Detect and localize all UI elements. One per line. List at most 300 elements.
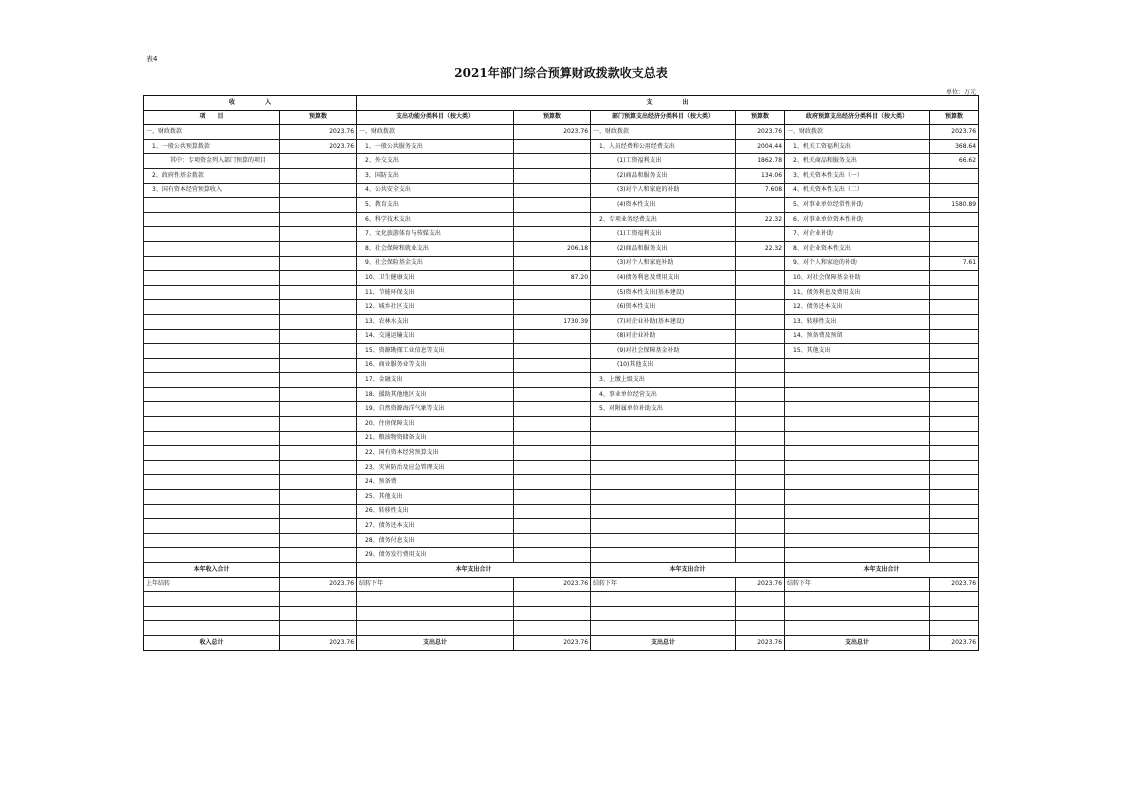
budget-value-cell: 2023.76: [514, 125, 591, 140]
table-row: [144, 402, 979, 417]
income-subtotal-label: 本年收入合计: [144, 563, 280, 578]
table-cell: [591, 621, 736, 636]
item-label-cell: [591, 548, 736, 563]
item-label-cell: 4、机关资本性支出（二）: [785, 183, 930, 198]
budget-value-cell: [280, 533, 357, 548]
table-cell: [514, 621, 591, 636]
item-label-cell: 4、公共安全支出: [357, 183, 514, 198]
item-label-cell: [144, 548, 280, 563]
budget-value-cell: [736, 285, 785, 300]
table-row: [144, 460, 979, 475]
budget-value-cell: [514, 387, 591, 402]
carry-value: 2023.76: [280, 577, 357, 592]
total-row: [144, 635, 979, 650]
item-label-cell: 一、财政拨款: [591, 125, 736, 140]
item-label-cell: 20、住房保障支出: [357, 417, 514, 432]
col-header-budget: 预算数: [280, 110, 357, 125]
budget-value-cell: 2023.76: [280, 139, 357, 154]
budget-value-cell: [514, 358, 591, 373]
item-label-cell: [785, 387, 930, 402]
expense-subtotal-label: 本年支出合计: [591, 563, 785, 578]
item-label-cell: [144, 344, 280, 359]
budget-value-cell: [736, 446, 785, 461]
budget-value-cell: [736, 417, 785, 432]
item-label-cell: [144, 460, 280, 475]
item-label-cell: (7)对企业补助(基本建设): [591, 314, 736, 329]
budget-value-cell: [280, 417, 357, 432]
table-row: [144, 256, 979, 271]
table-cell: [357, 621, 514, 636]
table-cell: [785, 621, 930, 636]
budget-value-cell: [514, 139, 591, 154]
table-row: [144, 271, 979, 286]
col-header-gov-econ: 政府预算支出经济分类科目（按大类）: [785, 110, 930, 125]
table-row: [144, 373, 979, 388]
budget-value-cell: [736, 358, 785, 373]
item-label-cell: 23、灾害防治及应急管理支出: [357, 460, 514, 475]
item-label-cell: 5、教育支出: [357, 198, 514, 213]
item-label-cell: 17、金融支出: [357, 373, 514, 388]
budget-value-cell: [280, 504, 357, 519]
item-label-cell: 10、对社会保障基金补助: [785, 271, 930, 286]
expense-total-label: 支出总计: [357, 635, 514, 650]
budget-value-cell: [930, 212, 979, 227]
table-cell: [930, 606, 979, 621]
budget-value-cell: [514, 285, 591, 300]
table-cell: [736, 621, 785, 636]
budget-value-cell: [930, 285, 979, 300]
budget-value-cell: [280, 300, 357, 315]
item-label-cell: [144, 227, 280, 242]
budget-value-cell: [930, 329, 979, 344]
budget-value-cell: [280, 446, 357, 461]
item-label-cell: [591, 504, 736, 519]
table-row: [144, 446, 979, 461]
item-label-cell: (10)其他支出: [591, 358, 736, 373]
table-row: [144, 314, 979, 329]
budget-value-cell: [930, 271, 979, 286]
item-label-cell: 9、社会保险基金支出: [357, 256, 514, 271]
budget-value-cell: 22.32: [736, 241, 785, 256]
budget-value-cell: [280, 431, 357, 446]
item-label-cell: [785, 417, 930, 432]
budget-value-cell: 1730.39: [514, 314, 591, 329]
item-label-cell: 12、城乡社区支出: [357, 300, 514, 315]
item-label-cell: 一、财政拨款: [144, 125, 280, 140]
item-label-cell: 24、预备费: [357, 475, 514, 490]
item-label-cell: (2)商品和服务支出: [591, 168, 736, 183]
item-label-cell: 7、对企业补助: [785, 227, 930, 242]
budget-value-cell: [514, 417, 591, 432]
income-total-value: 2023.76: [280, 635, 357, 650]
budget-value-cell: [514, 446, 591, 461]
budget-value-cell: [514, 344, 591, 359]
item-label-cell: (1)工资福利支出: [591, 154, 736, 169]
income-total-label: 收入总计: [144, 635, 280, 650]
budget-value-cell: [736, 533, 785, 548]
table-cell: [736, 606, 785, 621]
budget-value-cell: [736, 227, 785, 242]
table-cell: [785, 592, 930, 607]
budget-value-cell: [514, 402, 591, 417]
item-label-cell: 9、对个人和家庭的补助: [785, 256, 930, 271]
table-number: 表4: [146, 55, 158, 63]
expense-total-value: 2023.76: [514, 635, 591, 650]
table-cell: [514, 606, 591, 621]
budget-value-cell: [930, 183, 979, 198]
table-row: [144, 329, 979, 344]
table-row: [144, 519, 979, 534]
expense-total-value: 2023.76: [736, 635, 785, 650]
table-row: [144, 154, 979, 169]
item-label-cell: [144, 358, 280, 373]
budget-value-cell: [280, 519, 357, 534]
budget-value-cell: [930, 300, 979, 315]
item-label-cell: 2、机关商品和服务支出: [785, 154, 930, 169]
budget-value-cell: 22.32: [736, 212, 785, 227]
item-label-cell: (4)债务利息及费用支出: [591, 271, 736, 286]
carry-label: 结转下年: [357, 577, 514, 592]
item-label-cell: [785, 431, 930, 446]
item-label-cell: [144, 212, 280, 227]
item-label-cell: 3、国防支出: [357, 168, 514, 183]
budget-value-cell: [280, 329, 357, 344]
item-label-cell: [144, 533, 280, 548]
budget-value-cell: [280, 198, 357, 213]
budget-value-cell: [514, 227, 591, 242]
table-row: [144, 533, 979, 548]
table-row: [144, 125, 979, 140]
budget-value-cell: [514, 490, 591, 505]
budget-value-cell: 2023.76: [736, 125, 785, 140]
item-label-cell: 10、卫生健康支出: [357, 271, 514, 286]
budget-value-cell: [280, 548, 357, 563]
item-label-cell: (4)资本性支出: [591, 198, 736, 213]
table-cell: [280, 563, 357, 578]
item-label-cell: 1、一般公共预算拨款: [144, 139, 280, 154]
table-row: [144, 183, 979, 198]
budget-value-cell: 87.20: [514, 271, 591, 286]
table-row: [144, 300, 979, 315]
item-label-cell: 一、财政拨款: [785, 125, 930, 140]
item-label-cell: [144, 431, 280, 446]
budget-value-cell: [930, 168, 979, 183]
item-label-cell: [144, 329, 280, 344]
budget-value-cell: [280, 373, 357, 388]
item-label-cell: 26、转移性支出: [357, 504, 514, 519]
budget-value-cell: [514, 504, 591, 519]
item-label-cell: 21、粮油物资储备支出: [357, 431, 514, 446]
item-label-cell: [144, 475, 280, 490]
budget-value-cell: [736, 271, 785, 286]
table-cell: [785, 606, 930, 621]
table-row: [144, 212, 979, 227]
expense-subtotal-label: 本年支出合计: [357, 563, 591, 578]
item-label-cell: 2、政府性基金拨款: [144, 168, 280, 183]
item-label-cell: [144, 285, 280, 300]
budget-value-cell: [280, 475, 357, 490]
empty-row: [144, 592, 979, 607]
col-header-budget: 预算数: [930, 110, 979, 125]
budget-value-cell: [514, 300, 591, 315]
budget-value-cell: [930, 519, 979, 534]
item-label-cell: 8、社会保障和就业支出: [357, 241, 514, 256]
budget-value-cell: 206.18: [514, 241, 591, 256]
item-label-cell: 8、对企业资本性支出: [785, 241, 930, 256]
item-label-cell: [591, 519, 736, 534]
budget-value-cell: [930, 548, 979, 563]
budget-value-cell: [930, 431, 979, 446]
budget-value-cell: [280, 168, 357, 183]
item-label-cell: [144, 387, 280, 402]
budget-value-cell: [736, 256, 785, 271]
item-label-cell: [144, 402, 280, 417]
carry-label: 结转下年: [591, 577, 736, 592]
table-row: [144, 139, 979, 154]
empty-row: [144, 606, 979, 621]
table-row: [144, 198, 979, 213]
expense-total-label: 支出总计: [591, 635, 736, 650]
item-label-cell: [785, 548, 930, 563]
budget-value-cell: [736, 402, 785, 417]
table-row: [144, 227, 979, 242]
table-cell: [591, 592, 736, 607]
budget-value-cell: [514, 212, 591, 227]
budget-value-cell: [930, 490, 979, 505]
budget-value-cell: [930, 504, 979, 519]
budget-value-cell: [930, 475, 979, 490]
budget-value-cell: 2004.44: [736, 139, 785, 154]
budget-value-cell: [514, 168, 591, 183]
table-row: [144, 285, 979, 300]
empty-row: [144, 621, 979, 636]
budget-value-cell: 134.06: [736, 168, 785, 183]
col-header-budget: 预算数: [514, 110, 591, 125]
budget-value-cell: [514, 183, 591, 198]
item-label-cell: (3)对个人和家庭的补助: [591, 183, 736, 198]
budget-value-cell: [280, 490, 357, 505]
item-label-cell: 4、事业单位经营支出: [591, 387, 736, 402]
item-label-cell: 5、对附属单位补助支出: [591, 402, 736, 417]
item-label-cell: 其中：专项资金列入部门预算的项目: [144, 154, 280, 169]
item-label-cell: 29、债务发行费用支出: [357, 548, 514, 563]
budget-value-cell: [514, 460, 591, 475]
budget-value-cell: [736, 519, 785, 534]
carry-value: 2023.76: [736, 577, 785, 592]
budget-value-cell: [736, 344, 785, 359]
budget-value-cell: [280, 183, 357, 198]
budget-value-cell: [514, 154, 591, 169]
budget-value-cell: [514, 431, 591, 446]
budget-value-cell: [930, 533, 979, 548]
unit-label: 单位：万元: [945, 89, 976, 96]
table-cell: [514, 592, 591, 607]
item-label-cell: 28、债务付息支出: [357, 533, 514, 548]
item-label-cell: (9)对社会保障基金补助: [591, 344, 736, 359]
budget-value-cell: [736, 504, 785, 519]
table-cell: [357, 606, 514, 621]
table-cell: [591, 606, 736, 621]
budget-value-cell: [930, 460, 979, 475]
item-label-cell: [144, 198, 280, 213]
budget-value-cell: [280, 227, 357, 242]
table-cell: [930, 592, 979, 607]
item-label-cell: (3)对个人和家庭补助: [591, 256, 736, 271]
budget-value-cell: [280, 460, 357, 475]
item-label-cell: 3、机关资本性支出（一）: [785, 168, 930, 183]
item-label-cell: 25、其他支出: [357, 490, 514, 505]
item-label-cell: 19、自然资源海洋气象等支出: [357, 402, 514, 417]
budget-value-cell: [514, 548, 591, 563]
col-header-dept-econ: 部门预算支出经济分类科目（按大类）: [591, 110, 736, 125]
budget-value-cell: [280, 402, 357, 417]
carry-value: 2023.76: [930, 577, 979, 592]
budget-value-cell: [514, 329, 591, 344]
item-label-cell: [591, 475, 736, 490]
item-label-cell: (6)资本性支出: [591, 300, 736, 315]
item-label-cell: 27、债务还本支出: [357, 519, 514, 534]
table-cell: [280, 592, 357, 607]
item-label-cell: [144, 417, 280, 432]
item-label-cell: [591, 533, 736, 548]
budget-value-cell: [514, 519, 591, 534]
budget-value-cell: [736, 329, 785, 344]
budget-value-cell: [280, 154, 357, 169]
budget-value-cell: [930, 344, 979, 359]
budget-value-cell: [930, 227, 979, 242]
item-label-cell: [785, 475, 930, 490]
budget-value-cell: 1580.89: [930, 198, 979, 213]
budget-value-cell: [280, 285, 357, 300]
carry-value: 2023.76: [514, 577, 591, 592]
table-cell: [144, 592, 280, 607]
header-row-columns: [144, 110, 979, 125]
carry-label: 上年结转: [144, 577, 280, 592]
budget-value-cell: [736, 300, 785, 315]
item-label-cell: (8)对企业补助: [591, 329, 736, 344]
expense-total-value: 2023.76: [930, 635, 979, 650]
budget-value-cell: [280, 256, 357, 271]
budget-value-cell: 2023.76: [280, 125, 357, 140]
item-label-cell: 13、转移性支出: [785, 314, 930, 329]
budget-value-cell: [736, 490, 785, 505]
item-label-cell: 7、文化旅游体育与传媒支出: [357, 227, 514, 242]
item-label-cell: [785, 519, 930, 534]
budget-value-cell: [280, 344, 357, 359]
budget-value-cell: [930, 446, 979, 461]
item-label-cell: (1)工资福利支出: [591, 227, 736, 242]
table-row: [144, 241, 979, 256]
table-cell: [280, 606, 357, 621]
item-label-cell: 3、国有资本经营预算收入: [144, 183, 280, 198]
item-label-cell: [591, 446, 736, 461]
item-label-cell: 15、其他支出: [785, 344, 930, 359]
budget-value-cell: [736, 314, 785, 329]
item-label-cell: 5、对事业单位经常性补助: [785, 198, 930, 213]
table-cell: [144, 621, 280, 636]
income-section-header: 收 入: [144, 96, 357, 111]
item-label-cell: 2、专项业务经费支出: [591, 212, 736, 227]
item-label-cell: 11、债务利息及费用支出: [785, 285, 930, 300]
budget-value-cell: [930, 358, 979, 373]
col-header-item: 项 目: [144, 110, 280, 125]
budget-value-cell: [736, 548, 785, 563]
expense-section-header: 支 出: [357, 96, 979, 111]
item-label-cell: [591, 490, 736, 505]
budget-value-cell: 7.61: [930, 256, 979, 271]
item-label-cell: [785, 533, 930, 548]
item-label-cell: [144, 373, 280, 388]
item-label-cell: (5)资本性支出(基本建设): [591, 285, 736, 300]
item-label-cell: [785, 402, 930, 417]
budget-value-cell: [930, 402, 979, 417]
table-cell: [280, 621, 357, 636]
item-label-cell: 一、财政拨款: [357, 125, 514, 140]
item-label-cell: 1、机关工资福利支出: [785, 139, 930, 154]
item-label-cell: [144, 241, 280, 256]
item-label-cell: [785, 490, 930, 505]
table-row: [144, 490, 979, 505]
item-label-cell: [591, 417, 736, 432]
table-cell: [357, 592, 514, 607]
table-row: [144, 168, 979, 183]
item-label-cell: 1、一般公共服务支出: [357, 139, 514, 154]
table-row: [144, 504, 979, 519]
item-label-cell: [785, 504, 930, 519]
item-label-cell: [144, 271, 280, 286]
budget-value-cell: [280, 387, 357, 402]
budget-value-cell: [736, 198, 785, 213]
expense-total-label: 支出总计: [785, 635, 930, 650]
budget-value-cell: [280, 241, 357, 256]
budget-value-cell: [930, 314, 979, 329]
budget-value-cell: [280, 212, 357, 227]
expense-subtotal-label: 本年支出合计: [785, 563, 979, 578]
budget-value-cell: [514, 373, 591, 388]
budget-value-cell: 1862.78: [736, 154, 785, 169]
budget-value-cell: [930, 373, 979, 388]
item-label-cell: [144, 300, 280, 315]
item-label-cell: 16、商业服务业等支出: [357, 358, 514, 373]
table-row: [144, 475, 979, 490]
budget-value-cell: [514, 256, 591, 271]
item-label-cell: [785, 446, 930, 461]
item-label-cell: [144, 256, 280, 271]
header-row-sections: [144, 96, 979, 111]
item-label-cell: 15、资源勘探工业信息等支出: [357, 344, 514, 359]
budget-value-cell: [736, 387, 785, 402]
table-row: [144, 548, 979, 563]
item-label-cell: 22、国有资本经营预算支出: [357, 446, 514, 461]
table-row: [144, 431, 979, 446]
item-label-cell: [591, 460, 736, 475]
budget-value-cell: 66.62: [930, 154, 979, 169]
item-label-cell: 12、债务还本支出: [785, 300, 930, 315]
budget-value-cell: [280, 271, 357, 286]
carry-row: [144, 577, 979, 592]
budget-value-cell: [736, 460, 785, 475]
carry-label: 结转下年: [785, 577, 930, 592]
item-label-cell: 11、节能环保支出: [357, 285, 514, 300]
budget-value-cell: [514, 475, 591, 490]
item-label-cell: [785, 460, 930, 475]
budget-value-cell: [280, 314, 357, 329]
item-label-cell: [144, 490, 280, 505]
item-label-cell: [144, 314, 280, 329]
item-label-cell: [785, 358, 930, 373]
table-row: [144, 387, 979, 402]
budget-value-cell: [514, 533, 591, 548]
